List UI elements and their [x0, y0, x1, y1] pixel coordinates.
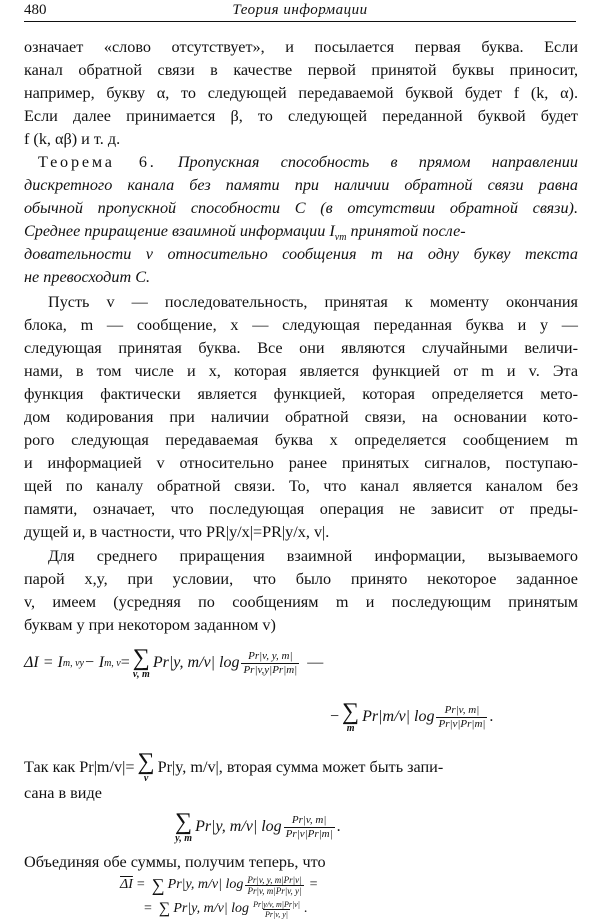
sum-symbol: ∑ v: [137, 749, 155, 784]
theorem-label: Теорема 6.: [38, 153, 157, 171]
fraction: $\frac{Pr|v, m|}{Pr|v|Pr|m|}$: [438, 703, 486, 730]
text-line: буквам y при некотором заданном v): [24, 616, 276, 634]
text-line: Объединяя обе суммы, получим теперь, что: [24, 853, 326, 871]
sum-symbol: ∑: [151, 875, 165, 895]
sum-symbol: ∑ y, m: [175, 809, 193, 844]
text-line: например, букву α, то следующей передаваемой буквой будет f (k, α).: [24, 84, 578, 102]
fraction: $\frac{Pr|v, m|}{Pr|v|Pr|m|}$: [285, 813, 333, 840]
theorem-line: довательности v относительно сообщения m на одну букву текста: [24, 245, 578, 263]
equation-continuation: − ∑ m Pr|m/v| log $\frac{Pr|v, m|}{Pr|v|Pr|m|}$ .: [330, 699, 494, 734]
theorem-line: дискретного канала без памяти при наличии обратной связи равна: [24, 176, 578, 194]
text-line: означает «слово отсутствует», и посылается первая буква. Если: [24, 38, 578, 56]
text-line: f (k, αβ) и т. д.: [24, 130, 121, 148]
text-line: парой x,y, при условии, что было принято некоторое заданное: [24, 570, 578, 588]
sum-symbol: ∑ v, m: [132, 645, 150, 680]
text-line: дом кодирования при наличии обратной связи, на основании кото-: [24, 408, 578, 426]
text-line: Для среднего приращения взаимной информации, вызываемого: [48, 547, 578, 565]
text-line: сана в виде: [24, 784, 102, 802]
text-line: Пусть v — последовательность, принятая к моменту окончания: [48, 293, 578, 311]
sum-symbol: ∑ m: [342, 699, 360, 734]
page-number: 480: [24, 2, 47, 18]
sum-symbol: ∑: [158, 900, 171, 917]
fraction: $\frac{Pr|v, y, m|Pr|v|}{Pr|v, m|Pr|v, y|}$: [247, 874, 302, 896]
equation-second-sum: ∑ y, m Pr|y, m/v| log $\frac{Pr|v, m|}{Pr|v|Pr|m|}$ .: [175, 809, 341, 844]
theorem-line: Среднее приращение взаимной информации $I_{vm}$ принятой после-: [24, 222, 466, 244]
text-line: нами, в том числе и x, которая является функцией от m и v. Эта: [24, 362, 578, 380]
running-title: Теория информации: [232, 2, 368, 18]
theorem-line: Теорема 6. Пропускная способность в прямом направлении: [38, 153, 578, 171]
text-line-with-sum: Так как Pr|m/v|= ∑ v Pr|y, m/v|, вторая сумма может быть запи-: [24, 749, 444, 784]
text-line: канал обратной связи в качестве первой принятой буквы приносит,: [24, 61, 578, 79]
text-line: памяти, означает, что последующая операция не зависит от преды-: [24, 500, 578, 518]
equation-delta-i: ΔI = I m, vy − I m, v = ∑ v, m Pr|y, m/v| log $\frac{Pr|v, y, m|}{Pr|v,y|Pr|m|}$ —: [24, 645, 324, 680]
equation-final: = ∑ Pr|y, m/v| log $\frac{Pr|y/v, m|Pr|v|}{Pr|v, y|}$ .: [144, 899, 308, 919]
theorem-line: не превосходит C.: [24, 268, 151, 286]
header-rule: [24, 21, 576, 22]
text-line: функция фактически является функцией, которая определяется мето-: [24, 385, 578, 403]
text-line: рого следующая передаваемая буква x определяется сообщением m: [24, 431, 578, 449]
theorem-line: обычной пропускной способности C (в отсутствии обратной связи).: [24, 199, 578, 217]
text-line: и информацией v относительно ранее принятых сигналов, поступаю-: [24, 454, 578, 472]
equation-combined: $\overline{\Delta I}$ = ∑ Pr|y, m/v| log $\frac{Pr|v, y, m|Pr|v|}{Pr|v, m|Pr|v, y|}$ =: [120, 874, 318, 896]
page-header: [24, 0, 576, 24]
text-line: щей по каналу обратной связи. То, что канал является каналом без: [24, 477, 578, 495]
text-line: дущей и, в частности, что PR|y/x|=PR|y/x, v|.: [24, 523, 330, 541]
text-line: Если далее принимается β, то следующей переданной буквой будет: [24, 107, 578, 125]
text-line: блока, m — сообщение, x — следующая переданная буква и y —: [24, 316, 578, 334]
fraction: $\frac{Pr|y/v, m|Pr|v|}{Pr|v, y|}$: [253, 899, 300, 919]
text-line: следующая принятая буква. Все они являются случайными величи-: [24, 339, 578, 357]
fraction: $\frac{Pr|v, y, m|}{Pr|v,y|Pr|m|}$: [243, 649, 298, 676]
text-line: v, имеем (усредняя по сообщениям m и последующим принятым: [24, 593, 578, 611]
